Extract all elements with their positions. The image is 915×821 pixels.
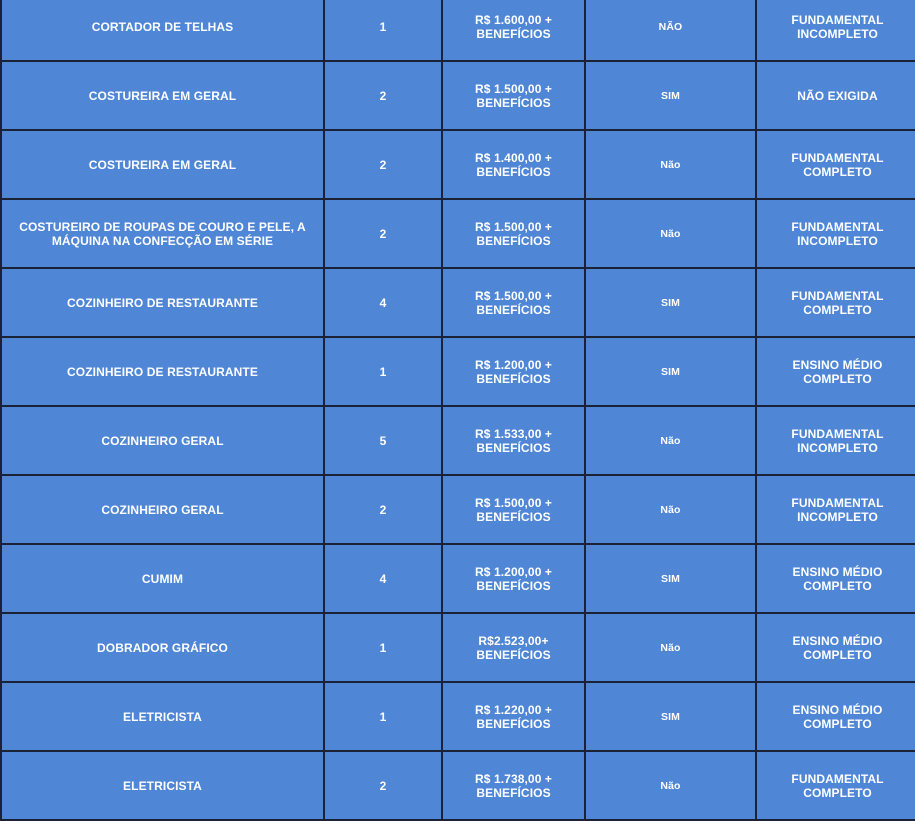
job-title-cell: COSTUREIRA EM GERAL: [1, 130, 324, 199]
job-title-cell: CUMIM: [1, 544, 324, 613]
vacancies-cell: 4: [324, 268, 442, 337]
salary-cell: R$ 1.738,00 + BENEFÍCIOS: [442, 751, 585, 820]
table-row: [1, 130, 915, 199]
vacancies-cell: 2: [324, 751, 442, 820]
education-cell: FUNDAMENTAL INCOMPLETO: [756, 0, 915, 61]
salary-cell: R$ 1.600,00 + BENEFÍCIOS: [442, 0, 585, 61]
education-cell: FUNDAMENTAL INCOMPLETO: [756, 406, 915, 475]
education-cell: FUNDAMENTAL INCOMPLETO: [756, 199, 915, 268]
pcd-cell: SIM: [585, 682, 756, 751]
pcd-cell: Não: [585, 199, 756, 268]
pcd-cell: Não: [585, 613, 756, 682]
table-row: [1, 751, 915, 820]
job-title-cell: ELETRICISTA: [1, 751, 324, 820]
vacancies-cell: 1: [324, 682, 442, 751]
table-row: [1, 406, 915, 475]
table-row: [1, 337, 915, 406]
education-cell: ENSINO MÉDIO COMPLETO: [756, 544, 915, 613]
job-title-cell: DOBRADOR GRÁFICO: [1, 613, 324, 682]
vacancies-cell: 2: [324, 61, 442, 130]
pcd-cell: Não: [585, 751, 756, 820]
vacancies-cell: 2: [324, 130, 442, 199]
table-row: [1, 682, 915, 751]
salary-cell: R$2.523,00+ BENEFÍCIOS: [442, 613, 585, 682]
vacancies-cell: 2: [324, 475, 442, 544]
table-row: [1, 199, 915, 268]
pcd-cell: Não: [585, 130, 756, 199]
table-row: [1, 0, 915, 61]
job-title-cell: COSTUREIRA EM GERAL: [1, 61, 324, 130]
table-body: [1, 0, 915, 820]
education-cell: FUNDAMENTAL COMPLETO: [756, 751, 915, 820]
education-cell: FUNDAMENTAL COMPLETO: [756, 268, 915, 337]
pcd-cell: SIM: [585, 337, 756, 406]
table-row: [1, 613, 915, 682]
salary-cell: R$ 1.200,00 + BENEFÍCIOS: [442, 337, 585, 406]
salary-cell: R$ 1.500,00 + BENEFÍCIOS: [442, 268, 585, 337]
vacancies-cell: 2: [324, 199, 442, 268]
table-row: [1, 61, 915, 130]
salary-cell: R$ 1.200,00 + BENEFÍCIOS: [442, 544, 585, 613]
vacancies-cell: 1: [324, 337, 442, 406]
job-title-cell: COSTUREIRO DE ROUPAS DE COURO E PELE, A MÁQUINA NA CONFECÇÃO EM SÉRIE: [1, 199, 324, 268]
vacancies-cell: 1: [324, 0, 442, 61]
job-title-cell: CORTADOR DE TELHAS: [1, 0, 324, 61]
pcd-cell: Não: [585, 406, 756, 475]
vacancies-cell: 4: [324, 544, 442, 613]
job-title-cell: COZINHEIRO GERAL: [1, 475, 324, 544]
job-title-cell: COZINHEIRO DE RESTAURANTE: [1, 337, 324, 406]
table-row: [1, 268, 915, 337]
job-title-cell: ELETRICISTA: [1, 682, 324, 751]
pcd-cell: NÃO: [585, 0, 756, 61]
pcd-cell: SIM: [585, 544, 756, 613]
vacancies-cell: 5: [324, 406, 442, 475]
vacancies-cell: 1: [324, 613, 442, 682]
education-cell: ENSINO MÉDIO COMPLETO: [756, 682, 915, 751]
pcd-cell: Não: [585, 475, 756, 544]
job-title-cell: COZINHEIRO GERAL: [1, 406, 324, 475]
salary-cell: R$ 1.500,00 + BENEFÍCIOS: [442, 61, 585, 130]
table-row: [1, 544, 915, 613]
education-cell: ENSINO MÉDIO COMPLETO: [756, 337, 915, 406]
salary-cell: R$ 1.220,00 + BENEFÍCIOS: [442, 682, 585, 751]
salary-cell: R$ 1.400,00 + BENEFÍCIOS: [442, 130, 585, 199]
salary-cell: R$ 1.500,00 + BENEFÍCIOS: [442, 475, 585, 544]
table-row: [1, 475, 915, 544]
job-title-cell: COZINHEIRO DE RESTAURANTE: [1, 268, 324, 337]
pcd-cell: SIM: [585, 61, 756, 130]
education-cell: NÃO EXIGIDA: [756, 61, 915, 130]
salary-cell: R$ 1.500,00 + BENEFÍCIOS: [442, 199, 585, 268]
salary-cell: R$ 1.533,00 + BENEFÍCIOS: [442, 406, 585, 475]
education-cell: ENSINO MÉDIO COMPLETO: [756, 613, 915, 682]
pcd-cell: SIM: [585, 268, 756, 337]
education-cell: FUNDAMENTAL INCOMPLETO: [756, 475, 915, 544]
education-cell: FUNDAMENTAL COMPLETO: [756, 130, 915, 199]
